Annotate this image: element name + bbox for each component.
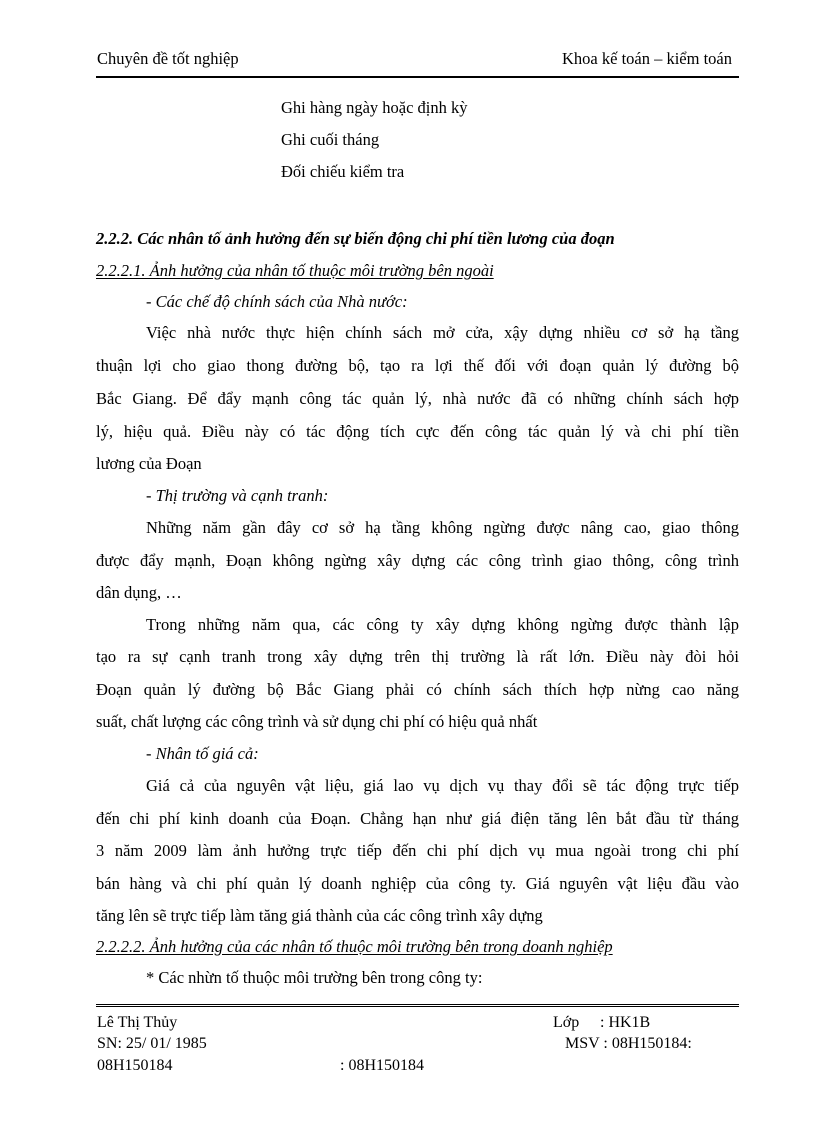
- paragraph-line: 3 năm 2009 làm ảnh hưởng trực tiếp đến chi phí dịch vụ mua ngoài trong chi phí: [96, 841, 739, 860]
- legend-month-end: Ghi cuối tháng: [281, 130, 380, 149]
- footer-birth-date: SN: 25/ 01/ 1985: [97, 1035, 207, 1052]
- paragraph-line: Trong những năm qua, các công ty xây dựng không ngừng được thành lập: [146, 615, 739, 634]
- footer-code-left: 08H150184: [97, 1057, 173, 1074]
- footer-code-right: : 08H150184: [340, 1057, 424, 1074]
- paragraph-line: thuận lợi cho giao thong đường bộ, tạo ra lợi thế đối với đoạn quản lý đường bộ: [96, 356, 739, 375]
- bullet-state-policy: - Các chế độ chính sách của Nhà nước:: [146, 292, 408, 311]
- paragraph-line: tăng lên sẽ trực tiếp làm tăng giá thành của các công trình xây dựng: [96, 906, 543, 925]
- bullet-market-competition: - Thị trường và cạnh tranh:: [146, 486, 329, 505]
- header-left-title: Chuyên đề tốt nghiệp: [97, 49, 239, 68]
- legend-daily: Ghi hàng ngày hoặc định kỳ: [281, 98, 468, 117]
- paragraph-line: Đoạn quản lý đường bộ Bắc Giang phải có chính sách thích hợp nừng cao năng: [96, 680, 739, 699]
- header-rule: [96, 76, 739, 78]
- paragraph-line: tạo ra sự cạnh tranh trong xây dựng trên thị trường là rất lớn. Điều này đòi hỏi: [96, 647, 739, 666]
- paragraph-line: được đẩy mạnh, Đoạn không ngừng xây dựng các công trình giao thông, công trình: [96, 551, 739, 570]
- paragraph-line: Bắc Giang. Để đẩy mạnh công tác quản lý, nhà nước đã có những chính sách hợp: [96, 389, 739, 408]
- paragraph-line: bán hàng và chi phí quản lý doanh nghiệp của công ty. Giá nguyên vật liệu đầu vào: [96, 874, 739, 893]
- paragraph-line: đến chi phí kinh doanh của Đoạn. Chẳng hạn như giá điện tăng lên bắt đầu từ tháng: [96, 809, 739, 828]
- paragraph-line: lương của Đoạn: [96, 454, 202, 473]
- paragraph-line: lý, hiệu quả. Điều này có tác động tích cực đến công tác quản lý và chi phí tiền: [96, 422, 739, 441]
- header-right-department: Khoa kế toán – kiểm toán: [562, 49, 732, 68]
- bullet-price-factor: - Nhân tố giá cả:: [146, 744, 259, 763]
- footer-author-name: Lê Thị Thủy: [97, 1014, 178, 1031]
- paragraph-line: suất, chất lượng các công trình và sử dụng chi phí có hiệu quả nhất: [96, 712, 538, 731]
- footer-class-value: : HK1B: [600, 1014, 651, 1031]
- paragraph-line: Giá cả của nguyên vật liệu, giá lao vụ dịch vụ thay đổi sẽ tác động trực tiếp: [146, 776, 739, 795]
- footer-class-label: Lớp: [553, 1014, 580, 1031]
- footer-student-id: MSV : 08H150184:: [565, 1035, 692, 1052]
- subsection-heading-internal: 2.2.2.2. Ảnh hưởng của các nhân tố thuộc môi trường bên trong doanh nghiệp: [96, 937, 613, 956]
- paragraph-line: Những năm gần đây cơ sở hạ tầng không ngừng được nâng cao, giao thông: [146, 518, 739, 537]
- bullet-internal-factors: * Các nhừn tố thuộc môi trường bên trong công ty:: [146, 968, 483, 987]
- paragraph-line: Việc nhà nước thực hiện chính sách mở cửa, xậy dựng nhiều cơ sở hạ tầng: [146, 323, 739, 342]
- section-heading: 2.2.2. Các nhân tố ảnh hưởng đến sự biến động chi phí tiền lương của đoạn: [96, 229, 615, 248]
- footer-rule: [96, 1004, 739, 1009]
- subsection-heading-external: 2.2.2.1. Ảnh hưởng của nhân tố thuộc môi trường bên ngoài: [96, 261, 494, 280]
- paragraph-line: dân dụng, …: [96, 583, 182, 602]
- legend-reconcile: Đối chiếu kiểm tra: [281, 162, 405, 181]
